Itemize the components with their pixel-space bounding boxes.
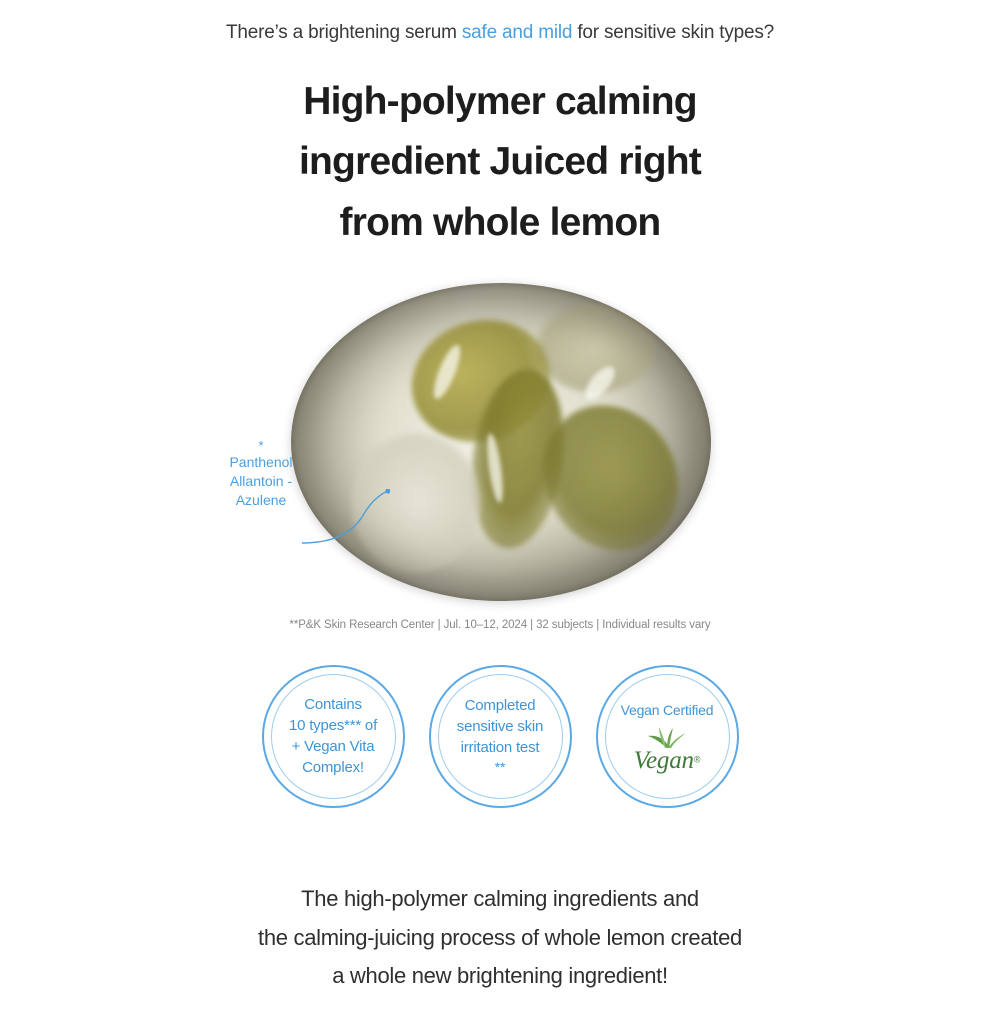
ingredient-callout	[206, 439, 316, 510]
closing-paragraph	[0, 880, 1000, 996]
badge-vegan-line-1: Vegan Certified	[620, 701, 714, 718]
headline-line-3: from whole lemon	[339, 200, 661, 244]
badge-vegan-certified-text	[611, 701, 724, 774]
intro-line	[0, 22, 1000, 44]
badge-irritation-line-1: Completed	[464, 697, 536, 715]
vegan-logo-icon	[621, 724, 714, 773]
callout-line-2: Allantoin -	[229, 473, 293, 490]
badge-vita-line-1: Contains	[304, 696, 362, 714]
badge-vita-complex-text	[279, 695, 387, 778]
badge-vita-complex	[262, 665, 405, 808]
juice-blob-cream-lower	[351, 433, 481, 573]
badge-irritation-test	[429, 665, 572, 808]
intro-text-before: There’s a brightening serum	[225, 22, 462, 43]
visual-section	[0, 283, 1000, 613]
headline-line-2: ingredient Juiced right	[299, 140, 701, 184]
badge-vita-line-3: + Vegan Vita	[291, 737, 375, 755]
intro-highlight: safe and mild	[461, 22, 573, 43]
callout-line-3: Azulene	[235, 492, 287, 509]
certification-badges	[0, 665, 1000, 808]
callout-asterisk: *	[258, 438, 264, 454]
badge-vegan-certified	[596, 665, 739, 808]
headline-line-1: High-polymer calming	[303, 80, 697, 123]
badge-irritation-test-text	[447, 696, 553, 777]
closing-line-3: a whole new brightening ingredient!	[332, 963, 668, 989]
badge-vita-line-4: Complex!	[302, 758, 364, 776]
study-footnote: **P&K Skin Research Center | Jul. 10–12, 2024 | 32 subjects | Individual results vary	[289, 619, 711, 632]
closing-line-2: the calming-juicing process of whole lemon created	[258, 924, 742, 950]
vegan-registered-mark: ®	[693, 754, 701, 765]
badge-irritation-line-2: sensitive skin	[456, 717, 544, 735]
badge-irritation-line-3: irritation test	[460, 738, 540, 756]
badge-vita-line-2: 10 types*** of	[288, 717, 378, 735]
page-title	[0, 72, 1000, 253]
closing-line-1: The high-polymer calming ingredients and	[301, 886, 699, 912]
callout-line-1: Panthenol	[229, 454, 293, 471]
intro-text-after: for sensitive skin types?	[572, 22, 775, 43]
badge-irritation-line-4: **	[494, 759, 506, 776]
vegan-wordmark: Vegan	[633, 746, 694, 774]
petri-dish-image	[291, 283, 711, 601]
